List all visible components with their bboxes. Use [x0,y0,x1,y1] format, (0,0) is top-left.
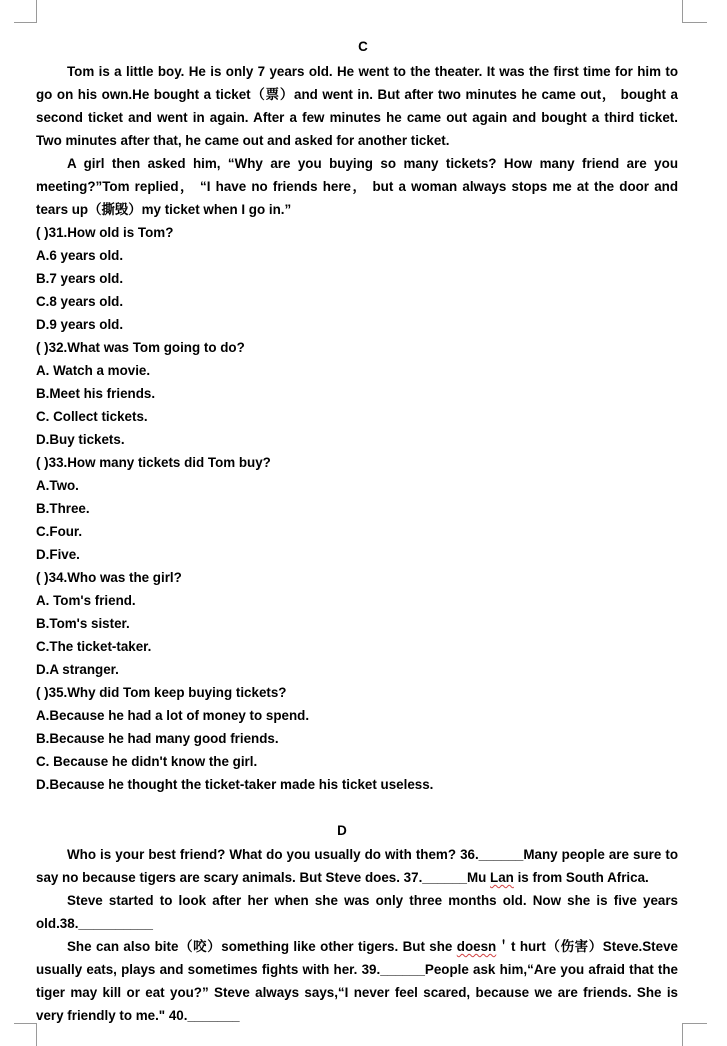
option-line: C.8 years old. [36,294,124,309]
option-line: A.Because he had a lot of money to spend. [36,708,310,723]
section-d-paragraph-3 [36,935,678,1027]
document-page [36,37,678,1027]
section-d-paragraph-1 [36,843,678,889]
section-c-paragraph-1: Tom is a little boy. He is only 7 years old. He went to the theater. It was the first time for him to go on his own.He bought a ticket（票）and went in. But after two minutes he came out， bought a second ticket and went in again. After a few minutes he came out again and bought a third ticket. Two minutes after that, he came out and asked for another ticket. [36,64,678,148]
option-line: C.Four. [36,524,83,539]
section-c-paragraph-2: A girl then asked him, “Why are you buying so many tickets? How many friend are you meeting?”Tom replied， “I have no friends here， but a woman always stops me at the door and tears up（撕毁）my ticket when I go in.” [36,156,678,217]
option-line: C. Because he didn't know the girl. [36,754,258,769]
page-corner-mark-top-right [682,0,707,23]
text-run: ＇t hurt（伤害）Steve.Steve usually eats, plays and sometimes fights with her. 39.______People ask him,“Are you afraid that the tiger may kill or eat you?” Steve always says,“I never feel scared, because we are friends. She is very friendly to me." 40._______ [36,939,678,1023]
spellcheck-flagged-word: Lan [490,870,514,885]
question-35: ( )35.Why did Tom keep buying tickets? [36,685,287,700]
question-32: ( )32.What was Tom going to do? [36,340,245,355]
section-c-heading: C [358,39,368,54]
option-line: B.Tom's sister. [36,616,130,631]
option-line: C. Collect tickets. [36,409,148,424]
section-d-heading: D [337,823,347,838]
option-line: A. Tom's friend. [36,593,136,608]
option-line: A.Two. [36,478,79,493]
question-33: ( )33.How many tickets did Tom buy? [36,455,271,470]
section-d-paragraph-2: Steve started to look after her when she was only three months old. Now she is five years old.38.__________ [36,893,678,931]
page-corner-mark-top-left [14,0,37,23]
page-corner-mark-bottom-right [682,1023,707,1046]
page-corner-mark-bottom-left [14,1023,37,1046]
option-line: B.Meet his friends. [36,386,156,401]
option-line: D.Five. [36,547,80,562]
option-line: B.Three. [36,501,90,516]
option-line: D.A stranger. [36,662,119,677]
option-line: D.Buy tickets. [36,432,125,447]
text-run: Who is your best friend? What do you usually do with them? 36.______Many people are sure to say no because tigers are scary animals. But Steve does. 37.______Mu [36,847,678,885]
text-run: is from South Africa. [513,870,649,885]
option-line: A. Watch a movie. [36,363,151,378]
option-line: A.6 years old. [36,248,124,263]
option-line: B.7 years old. [36,271,124,286]
option-line: C.The ticket-taker. [36,639,152,654]
section-c-questions [36,221,678,796]
question-34: ( )34.Who was the girl? [36,570,182,585]
option-line: D.Because he thought the ticket-taker made his ticket useless. [36,777,434,792]
option-line: B.Because he had many good friends. [36,731,279,746]
text-run: She can also bite（咬）something like other tigers. But she [67,939,457,954]
question-31: ( )31.How old is Tom? [36,225,174,240]
spellcheck-flagged-word: doesn [456,939,497,954]
option-line: D.9 years old. [36,317,124,332]
